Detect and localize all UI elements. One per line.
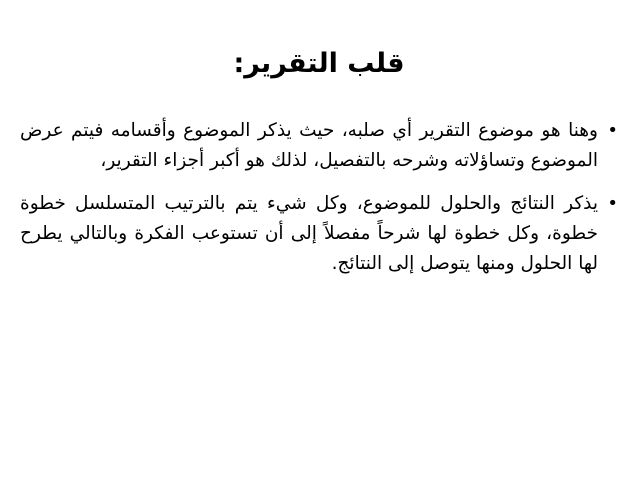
bullet-list	[20, 116, 618, 292]
bullet-icon: •	[607, 193, 618, 214]
bullet-item	[20, 189, 618, 279]
bullet-item	[20, 116, 618, 176]
slide-title: قلب التقرير:	[233, 48, 405, 79]
bullet-text: وهنا هو موضوع التقرير أي صلبه، حيث يذكر الموضوع وأقسامه فيتم عرض الموضوع وتساؤلاته وشرحه بالتفصيل، لذلك هو أكبر أجزاء التقرير،	[20, 120, 598, 171]
bullet-icon: •	[607, 120, 618, 141]
bullet-text: يذكر النتائج والحلول للموضوع، وكل شيء يتم بالترتيب المتسلسل خطوة خطوة، وكل خطوة لها شرحاً مفصلاً إلى أن تستوعب الفكرة وبالتالي يطرح لها الحلول ومنها يتوصل إلى النتائج.	[20, 193, 598, 274]
